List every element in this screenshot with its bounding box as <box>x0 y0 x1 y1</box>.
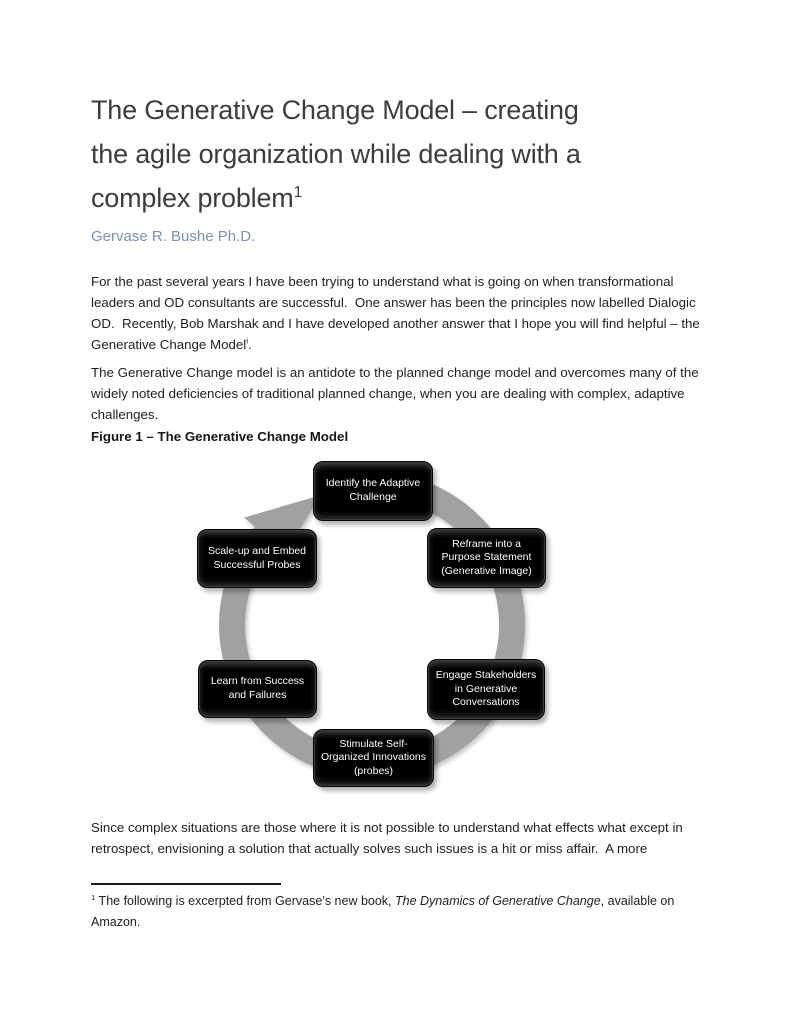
generative-change-model-diagram <box>180 450 600 810</box>
footnote-text: , available on Amazon. <box>91 894 678 929</box>
diagram-node-reframe-purpose-statement: Reframe into a Purpose Statement (Generative Image) <box>427 528 546 588</box>
footnote-text: The following is excerpted from Gervase’s new book, <box>95 894 395 908</box>
figure-caption: Figure 1 – The Generative Change Model <box>91 429 349 444</box>
page-title-line: The Generative Change Model – creating <box>91 95 579 125</box>
footnote-separator-rule <box>91 883 281 885</box>
diagram-node-learn-from-success: Learn from Success and Failures <box>198 660 317 718</box>
footnote <box>91 891 711 933</box>
page-title-line-text: complex problem <box>91 183 294 213</box>
page-title-line <box>91 176 731 220</box>
paragraph-text: . <box>248 337 252 352</box>
footnote-book-title: The Dynamics of Generative Change <box>395 894 601 908</box>
page-title <box>91 88 731 220</box>
body-paragraph-1 <box>91 271 711 355</box>
diagram-node-engage-stakeholders: Engage Stakeholders in Generative Conversations <box>427 659 545 720</box>
diagram-node-identify-adaptive-challenge: Identify the Adaptive Challenge <box>313 461 433 521</box>
paragraph-text: For the past several years I have been trying to understand what is going on when transformational leaders and OD consultants are successful. One answer has been the principles now labelled Dialogic OD. Recently, Bob Marshak and I have developed another answer that I hope you will find helpful – the Generative Change Model <box>91 274 704 352</box>
author-byline: Gervase R. Bushe Ph.D. <box>91 228 256 245</box>
footnote-reference-superscript: 1 <box>293 184 303 201</box>
endnote-reference-superscript: i <box>246 336 249 346</box>
page-title-line: the agile organization while dealing with a <box>91 139 581 169</box>
body-paragraph-3: Since complex situations are those where it is not possible to understand what effects what except in retrospect, envisioning a solution that actually solves such issues is a hit or miss affair. A more <box>91 820 687 856</box>
diagram-node-stimulate-innovations: Stimulate Self-Organized Innovations (probes) <box>313 729 434 787</box>
diagram-node-scale-up-embed: Scale-up and Embed Successful Probes <box>197 529 317 588</box>
footnote-marker-superscript: 1 <box>91 892 96 902</box>
body-paragraph-2: The Generative Change model is an antidote to the planned change model and overcomes many of the widely noted deficiencies of traditional planned change, when you are dealing with complex, adaptive challenges. <box>91 365 703 422</box>
